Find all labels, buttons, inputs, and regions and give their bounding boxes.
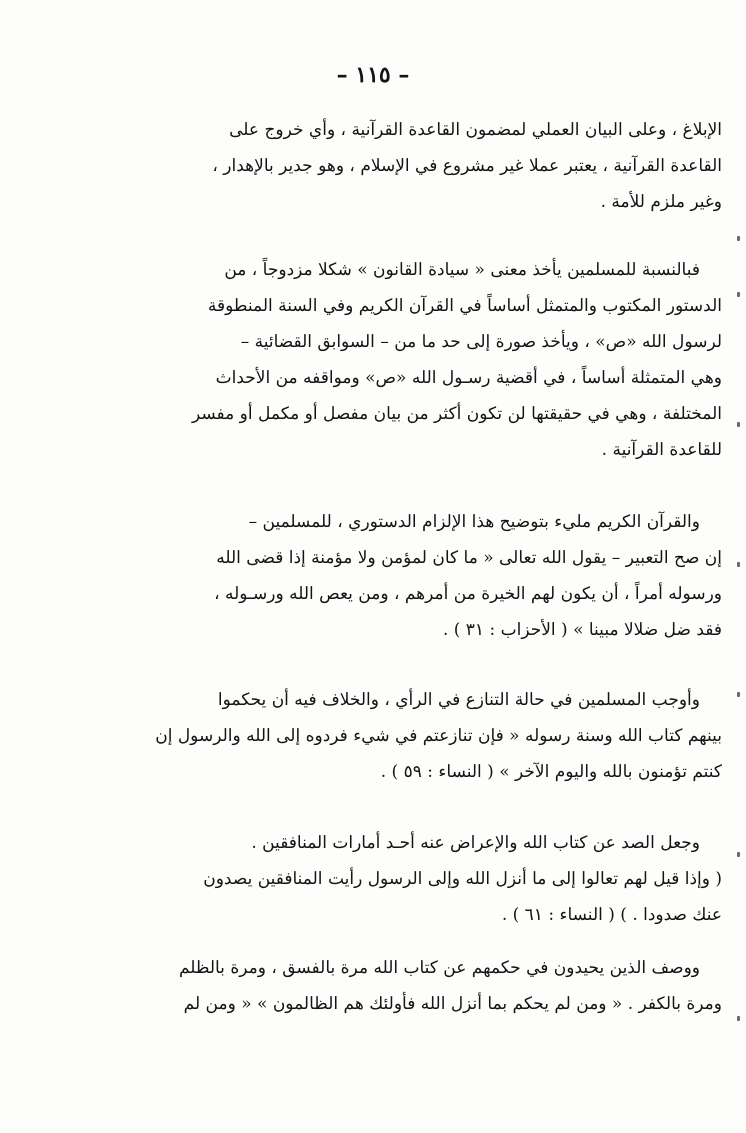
page-number: – ١١٥ –: [336, 62, 410, 88]
text-line: فبالنسبة للمسلمين يأخذ معنى « سيادة القانون » شكلا مزدوجاً ، من: [224, 260, 700, 280]
text-line: وأوجب المسلمين في حالة التنازع في الرأي ، والخلاف فيه أن يحكموا: [217, 690, 700, 710]
text-line: إن صح التعبير – يقول الله تعالى « ما كان لمؤمن ولا مؤمنة إذا قضى الله: [216, 548, 722, 568]
scan-speck: [737, 292, 740, 297]
text-line: القاعدة القرآنية ، يعتبر عملا غير مشروع في الإسلام ، وهو جدير بالإهدار ،: [212, 156, 722, 176]
text-line: والقرآن الكريم مليء بتوضيح هذا الإلزام الدستوري ، للمسلمين –: [248, 512, 700, 532]
paragraph-2: [134, 252, 722, 468]
text-line: لرسول الله «ص» ، ويأخذ صورة إلى حد ما من – السوابق القضائية –: [240, 332, 722, 352]
text-line: للقاعدة القرآنية .: [601, 440, 722, 460]
scan-speck: [737, 236, 740, 241]
paragraph-5: [134, 825, 722, 933]
text-line: كنتم تؤمنون بالله واليوم الآخر » ( النساء : ٥٩ ) .: [380, 762, 722, 782]
scan-speck: [737, 1016, 740, 1021]
text-line: عنك صدودا . ) ( النساء : ٦١ ) .: [501, 905, 722, 925]
paragraph-6: [134, 950, 722, 1022]
text-line: ووصف الذين يحيدون في حكمهم عن كتاب الله مرة بالفسق ، ومرة بالظلم: [178, 958, 700, 978]
text-line: المختلفة ، وهي في حقيقتها لن تكون أكثر من بيان مفصل أو مكمل أو مفسر: [192, 404, 722, 424]
paragraph-3: [134, 504, 722, 648]
scan-speck: [737, 422, 740, 427]
scan-speck: [737, 852, 740, 857]
text-line: الإبلاغ ، وعلى البيان العملي لمضمون القاعدة القرآنية ، وأي خروج على: [229, 120, 722, 140]
text-line: بينهم كتاب الله وسنة رسوله « فإن تنازعتم في شيء فردوه إلى الله والرسول إن: [155, 726, 722, 746]
text-line: ورسوله أمراً ، أن يكون لهم الخيرة من أمرهم ، ومن يعص الله ورسـوله ،: [214, 584, 722, 604]
paragraph-1: [134, 112, 722, 220]
scan-speck: [737, 562, 740, 567]
paragraph-4: [134, 682, 722, 790]
text-line: الدستور المكتوب والمتمثل أساساً في القرآن الكريم وفي السنة المنطوقة: [207, 296, 722, 316]
text-line: وجعل الصد عن كتاب الله والإعراض عنه أحـد أمارات المنافقين .: [251, 833, 700, 853]
text-line: وغير ملزم للأمة .: [600, 192, 722, 212]
text-line: فقد ضل ضلالا مبينا » ( الأحزاب : ٣١ ) .: [442, 620, 722, 640]
text-line: وهي المتمثلة أساساً ، في أقضية رسـول الله «ص» ومواقفه من الأحداث: [215, 368, 722, 388]
scan-speck: [737, 692, 740, 697]
text-line: ( وإذا قيل لهم تعالوا إلى ما أنزل الله وإلى الرسول رأيت المنافقين يصدون: [203, 869, 722, 889]
text-line: ومرة بالكفر . « ومن لم يحكم بما أنزل الله فأولئك هم الظالمون » « ومن لم: [183, 994, 722, 1014]
